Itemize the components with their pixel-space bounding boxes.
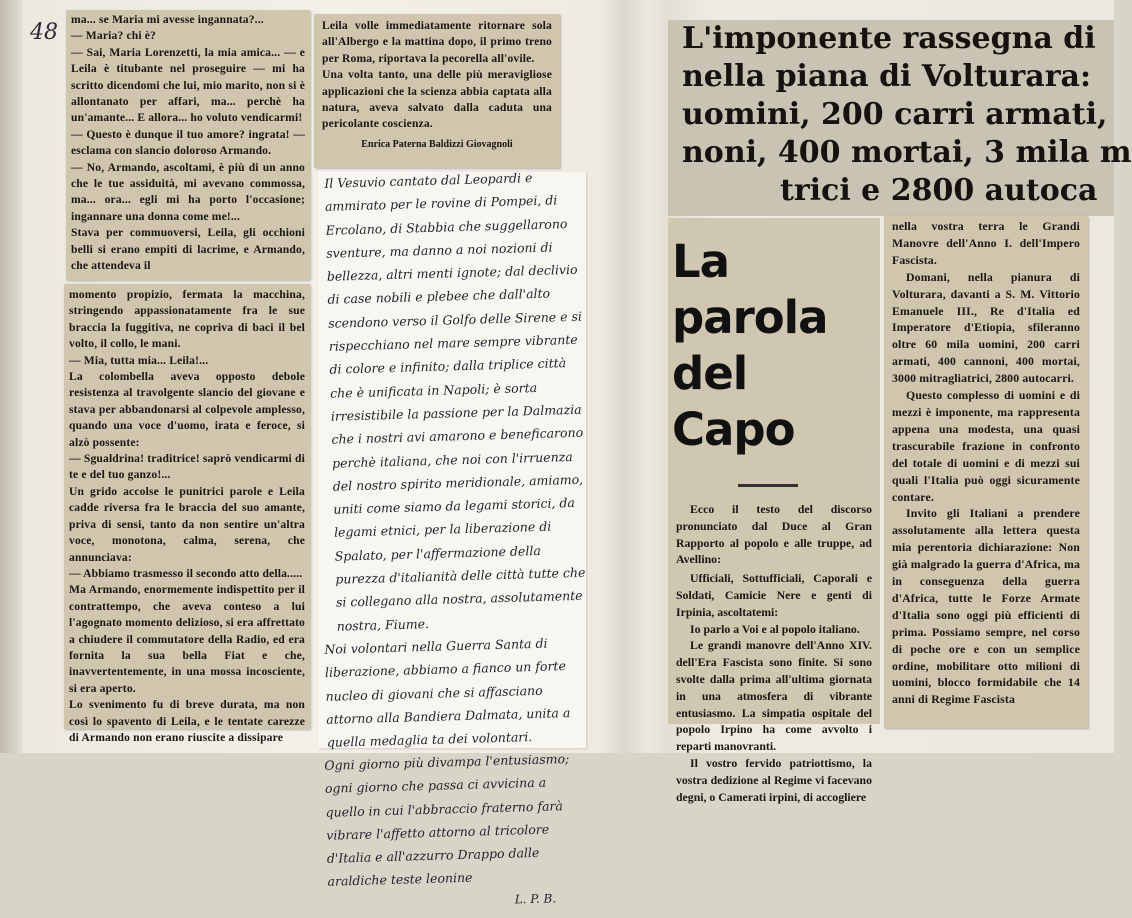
paragraph: Un grido accolse le punitrici parole e Leila cadde riversa fra le braccia del suo amante, priva di sensi, tanto da non sentire un'altra voce, monotona, calma, serena, che annunciava: [69, 484, 305, 564]
headline-line: noni, 400 mortai, 3 mila m [682, 135, 1132, 170]
paragraph: Leila volle immediatamente ritornare sola all'Albergo e la mattina dopo, il primo treno per Roma, riportava la pecorella all'ovile. [322, 19, 552, 65]
paragraph: Questo complesso di uomini e di mezzi è imponente, ma rappresenta appena una modesta, una quasi trascurabile frazione in confronto del totale di uomini e di mezzi sui quali l'Italia può oggi sicuramente contare. [892, 388, 1080, 504]
author-signature: Enrica Paterna Baldizzi Giovagnoli [361, 138, 513, 150]
paragraph: La colombella aveva opposto debole resistenza al travolgente slancio del giovane e stava per abbandonarsi al colpevole amplesso, quando una voce d'uomo, irata e feroce, si alzò possente: [69, 370, 305, 449]
paragraph: — Abbiamo trasmesso il secondo atto della..... [69, 566, 303, 580]
clipping-story-ending [314, 14, 560, 168]
paragraph: Una volta tanto, una delle più meravigliose applicazioni che la scienza abbia captata alla natura, aveva salvato dalla caduta una pericolante coscienza. [322, 68, 552, 131]
paragraph: Stava per commuoversi, Leila, gli occhioni belli si erano empiti di lacrime, e Armando, che attendeva il [71, 226, 305, 273]
paragraph: ma... se Maria mi avesse ingannata?... [71, 13, 264, 26]
paragraph: Io parlo a Voi e al popolo italiano. [690, 621, 860, 636]
headline-line: L'imponente rassegna di [682, 21, 1096, 56]
album-binding [0, 0, 22, 753]
handwritten-paragraph: Noi volontari nella Guerra Santa di liberazione, abbiamo a fianco un forte nucleo di giovani che si affasciano attorno alla Bandiera Dalmata, unita a quella medaglia ta dei volontari. [324, 635, 571, 750]
headline-line: uomini, 200 carri armati, [682, 97, 1108, 132]
headline-line: nella piana di Volturara: [682, 59, 1092, 94]
page-fold [600, 0, 650, 753]
paragraph: — Sai, Maria Lorenzetti, la mia amica... — e Leila è titubante nel proseguire — mi ha scritto dicendomi che lui, mio marito, non si è allontanato per affari, ma... perchè ha un'amante... E allora... ho voluto vendicarmi! [71, 45, 305, 125]
paragraph: — Questo è dunque il tuo amore? ingrata! — esclama con slancio doloroso Armando. [71, 127, 305, 158]
handwritten-paragraph: Ogni giorno più divampa l'entusiasmo; ogni giorno che passa ci avvicina a quello in cui l'abbraccio fraterno farà vibrare l'affetto attorno al tricolore d'Italia e all'azzurro Drappo dalle araldiche teste leonine [324, 751, 570, 890]
handwritten-paragraph: Il Vesuvio cantato dal Leopardi e ammirato per le rovine di Pompei, di Ercolano, di Stabbia che suggellarono sventure, ma danno a noi nozioni di bellezza, altri menti ignote; dal declivio di case nobili e plebee che dall'alto scendono verso il Golfo delle Sirene e si rispecchiano nel mare sempre vibrante di colore e infinito; dalla triplice città che è unificata in Napoli; è sorta irresistibile la passione per la Dalmazia che i nostri avi amarono e beneficarono perchè italiana, che noi con l'irruenza del nostro spirito meridionale, amiamo, uniti come siamo da legami storici, da legami etnici, per la liberazione di Spalato, per l'affermazione della purezza d'italianità delle città tutte che si collegano alla nostra, assolutamente nostra, Fiume. [324, 170, 586, 634]
paragraph: Invito gli Italiani a prendere assolutamente alla lettera questa mia perentoria dichiarazione: Non già malgrado la guerra d'Africa, ma in conseguenza della guerra d'Africa, tutte le Forze Armate d'Italia sono oggi più efficienti di prima. Possiamo sempre, nel corso di poche ore e con un semplice ordine, mobilitare otto milioni di uomini, blocco formidabile che 14 anni di Regime Fascista [892, 506, 1080, 707]
paragraph: Ma Armando, enormemente indispettito per il contrattempo, che aveva conteso a lui l'agognato momento delizioso, si era affrettato a chiudere il commutatore della Radio, ed era fornita la sua bella Fiat e che, inavvertentemente, in una mossa incosciente, si era aperto. [69, 583, 305, 695]
page-number: 48 [30, 20, 58, 45]
headline-line: trici e 2800 autoca [780, 173, 1098, 208]
paragraph: Il vostro fervido patriottismo, la vostra dedizione al Regime vi facevano degni, o Camerati irpini, di accogliere [676, 755, 872, 804]
paragraph: momento propizio, fermata la macchina, stringendo appassionatamente fra le sue braccia la fuggitiva, ne copriva di baci il bel volto, il collo, le mani. [69, 288, 305, 351]
paragraph: — No, Armando, ascoltami, è più di un anno che le tue assiduità, mi avevano commossa, ma... ora... egli mi ha porto l'occasione; ingannare una donna come me!... [71, 160, 305, 223]
clipping-speech [668, 218, 880, 804]
paragraph: Ufficiali, Sottufficiali, Caporali e Soldati, Camicie Nere e genti di Irpinia, ascoltatemi: [676, 571, 872, 619]
paragraph: Domani, nella pianura di Volturara, davanti a S. M. Vittorio Emanuele III., Re d'Italia ed Imperatore d'Etiopia, sfileranno oltre 60 mila uomini, 200 carri armati, 400 cannoni, 400 mortai, 3000 mitragliatrici, 2800 autocarri. [892, 269, 1080, 386]
speech-title: La parola del Capo [672, 235, 828, 456]
clipping-story-part1 [66, 10, 310, 280]
paragraph: — Sgualdrina! traditrice! saprò vendicarmi di te e del tuo ganzo!... [69, 452, 305, 482]
paragraph: — Maria? chi è? [71, 29, 156, 43]
paragraph: — Mia, tutta mia... Leila!... [69, 353, 209, 367]
clipping-speech-continued [884, 216, 1088, 728]
clipping-story-part2 [64, 284, 310, 744]
paragraph: Lo svenimento fu di breve durata, ma non così lo spavento di Leila, e le tentate carezze di Armando non erano riuscite a dissipare [69, 698, 305, 744]
handwritten-signature: L. P. B. [514, 891, 557, 907]
paragraph: Ecco il testo del discorso pronunciato dal Duce al Gran Rapporto al popolo e alle truppe, ad Avellino: [676, 502, 872, 567]
newspaper-headline [668, 20, 1132, 216]
paragraph: Le grandi manovre dell'Anno XIV. dell'Era Fascista sono finite. Si sono svolte dalla prima all'ultima giornata in una atmosfera di vibrante entusiasmo. La simpatia ospitale del popolo Irpino ha come avvolto i reparti manovranti. [676, 638, 872, 754]
handwritten-note [318, 170, 586, 907]
paragraph: nella vostra terra le Grandi Manovre dell'Anno I. dell'Impero Fascista. [892, 219, 1080, 267]
